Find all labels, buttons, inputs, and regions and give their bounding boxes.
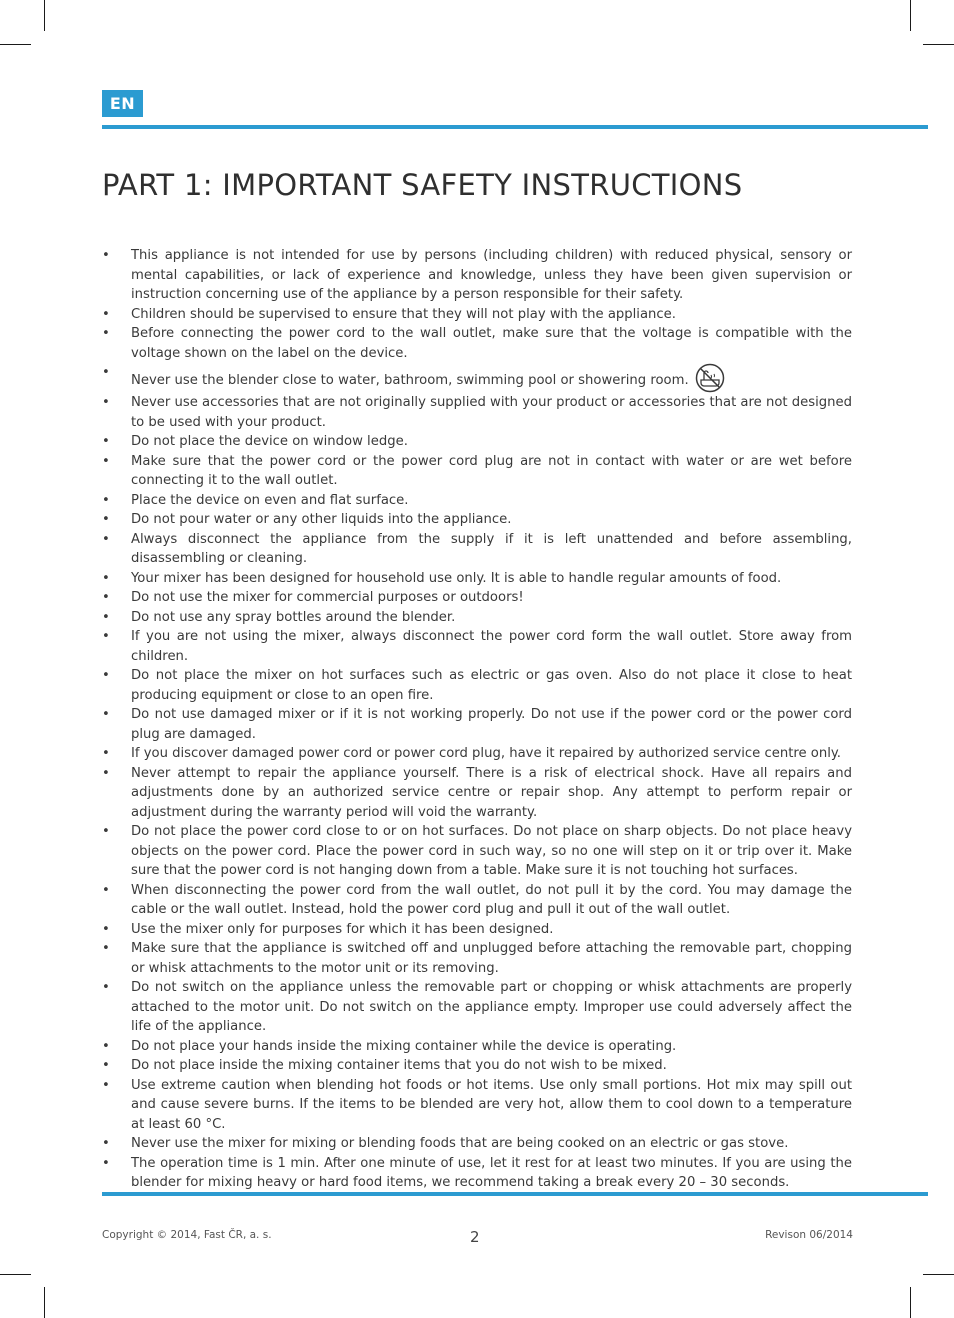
header-rule	[102, 125, 928, 129]
bullet: •	[102, 609, 110, 625]
list-item-text: Never attempt to repair the appliance yourself. There is a risk of electrical shock. Have all repairs and adjustments done by an authorized service centre or repair shop. Any attempt to perform repair or adjustment during the warranty period will void the warranty.	[131, 765, 852, 820]
bullet: •	[102, 941, 110, 956]
bullet: •	[102, 980, 110, 995]
list-item	[102, 666, 852, 705]
copyright-text: Copyright © 2014, Fast ČR, a. s.	[102, 1229, 272, 1241]
list-item	[102, 764, 852, 823]
list-item	[102, 822, 852, 881]
bullet: •	[102, 921, 110, 937]
list-item	[102, 588, 852, 608]
list-item-text: Do not pour water or any other liquids into the appliance.	[131, 512, 512, 527]
bullet: •	[102, 1077, 110, 1093]
list-item	[102, 627, 852, 666]
list-item-text: Children should be supervised to ensure that they will not play with the appliance.	[131, 306, 676, 322]
list-item-text: Make sure that the power cord or the power cord plug are not in contact with water or are wet before connecting it to the wall outlet.	[131, 453, 852, 488]
list-item-text: Use extreme caution when blending hot foods or hot items. Use only small portions. Hot mix may spill out and cause severe burns. If the items to be blended are very hot, allow them to cool down to a temperature at least 60 °C.	[131, 1077, 852, 1132]
crop-mark	[910, 1287, 911, 1318]
list-item	[102, 1134, 852, 1154]
list-item	[102, 246, 852, 305]
bullet: •	[102, 746, 110, 761]
list-item	[102, 452, 852, 491]
bullet: •	[102, 824, 110, 839]
bullet: •	[102, 1058, 110, 1073]
list-item-text: Do not place the device on window ledge.	[131, 434, 408, 449]
bullet: •	[102, 531, 110, 547]
list-item-text: Before connecting the power cord to the wall outlet, make sure that the voltage is compatible with the voltage shown on the label on the device.	[131, 326, 852, 361]
safety-instructions-list	[102, 246, 852, 1193]
crop-mark	[0, 44, 31, 45]
bullet: •	[102, 306, 110, 322]
list-item	[102, 1076, 852, 1135]
bullet: •	[102, 765, 110, 781]
list-item	[102, 1037, 852, 1057]
list-item	[102, 530, 852, 569]
bullet: •	[102, 434, 110, 449]
bullet: •	[102, 707, 110, 722]
list-item	[102, 432, 852, 452]
list-item	[102, 920, 852, 940]
list-item	[102, 744, 852, 764]
list-item	[102, 363, 852, 393]
list-item	[102, 569, 852, 589]
bullet: •	[102, 1136, 110, 1151]
list-item	[102, 393, 852, 432]
list-item-text: Do not place the power cord close to or on hot surfaces. Do not place on sharp objects. Do not place heavy objects on the power cord. Place the power cord in such way, so no one will step on it or trip over it. Make sure that the power cord is not hanging down from a table. Make sure it is not touching hot surfaces.	[131, 824, 852, 878]
list-item-text: Do not place inside the mixing container items that you do not wish to be mixed.	[131, 1058, 667, 1073]
bullet: •	[102, 1038, 110, 1054]
list-item-text: When disconnecting the power cord from the wall outlet, do not pull it by the cord. You may damage the cable or the wall outlet. Instead, hold the power cord plug and pull it out of the wall outlet.	[131, 882, 852, 917]
revision-text: Revison 06/2014	[765, 1229, 853, 1241]
list-item	[102, 1154, 852, 1193]
list-item-text: Place the device on even and flat surface.	[131, 492, 409, 508]
list-item	[102, 510, 852, 530]
list-item	[102, 978, 852, 1037]
crop-mark	[44, 0, 45, 31]
page-title: PART 1: IMPORTANT SAFETY INSTRUCTIONS	[102, 168, 743, 202]
no-bathtub-icon	[695, 363, 725, 393]
bullet: •	[102, 365, 110, 380]
list-item	[102, 705, 852, 744]
list-item-text: Your mixer has been designed for household use only. It is able to handle regular amounts of food.	[131, 570, 782, 586]
bullet: •	[102, 570, 110, 586]
bullet: •	[102, 590, 110, 605]
bullet: •	[102, 1155, 110, 1171]
list-item-text: Do not switch on the appliance unless the removable part or chopping or whisk attachments are properly attached to the motor unit. Do not switch on the appliance empty. Improper use could adversely affect the life of the appliance.	[131, 980, 852, 1034]
list-item-text: Do not place your hands inside the mixing container while the device is operating.	[131, 1038, 677, 1054]
list-item	[102, 881, 852, 920]
crop-mark	[923, 44, 954, 45]
bullet: •	[102, 882, 110, 898]
page-number: 2	[470, 1228, 480, 1246]
bullet: •	[102, 248, 110, 263]
list-item	[102, 305, 852, 325]
footer-rule	[102, 1192, 928, 1196]
bullet: •	[102, 512, 110, 527]
list-item-text: Do not use damaged mixer or if it is not working properly. Do not use if the power cord or the power cord plug are damaged.	[131, 707, 852, 742]
list-item-text: Make sure that the appliance is switched off and unplugged before attaching the removable part, chopping or whisk attachments to the motor unit or its removing.	[131, 941, 852, 976]
crop-mark	[0, 1274, 31, 1275]
list-item-text: Do not use any spray bottles around the blender.	[131, 609, 456, 625]
list-item-text: The operation time is 1 min. After one minute of use, let it rest for at least two minutes. If you are using the blender for mixing heavy or hard food items, we recommend taking a break every 20 – 30 seconds.	[131, 1155, 852, 1190]
list-item	[102, 608, 852, 628]
language-tab: EN	[102, 90, 143, 117]
list-item	[102, 939, 852, 978]
crop-mark	[44, 1287, 45, 1318]
bullet: •	[102, 492, 110, 508]
bullet: •	[102, 326, 110, 341]
list-item-text: This appliance is not intended for use by persons (including children) with reduced physical, sensory or mental capabilities, or lack of experience and knowledge, unless they have been given supervision or instruction concerning use of the appliance by a person responsible for their safety.	[131, 248, 852, 302]
list-item-text: Never use accessories that are not originally supplied with your product or accessories that are not designed to be used with your product.	[131, 395, 852, 430]
bullet: •	[102, 453, 110, 469]
list-item-text: Do not place the mixer on hot surfaces such as electric or gas oven. Also do not place it close to heat producing equipment or close to an open fire.	[131, 668, 852, 703]
list-item-text: If you are not using the mixer, always disconnect the power cord form the wall outlet. Store away from children.	[131, 629, 852, 664]
crop-mark	[910, 0, 911, 31]
list-item-text: Always disconnect the appliance from the supply if it is left unattended and before assembling, disassembling or cleaning.	[131, 531, 852, 566]
list-item	[102, 1056, 852, 1076]
list-item-text: Never use the blender close to water, bathroom, swimming pool or showering room.	[131, 373, 689, 388]
bullet: •	[102, 395, 110, 410]
bullet: •	[102, 629, 110, 644]
list-item	[102, 491, 852, 511]
bullet: •	[102, 668, 110, 683]
list-item-text: Use the mixer only for purposes for which it has been designed.	[131, 921, 554, 937]
list-item-text: If you discover damaged power cord or power cord plug, have it repaired by authorized service centre only.	[131, 746, 842, 761]
list-item-text: Never use the mixer for mixing or blending foods that are being cooked on an electric or gas stove.	[131, 1136, 789, 1151]
list-item	[102, 324, 852, 363]
list-item-text: Do not use the mixer for commercial purposes or outdoors!	[131, 590, 524, 605]
crop-mark	[923, 1274, 954, 1275]
